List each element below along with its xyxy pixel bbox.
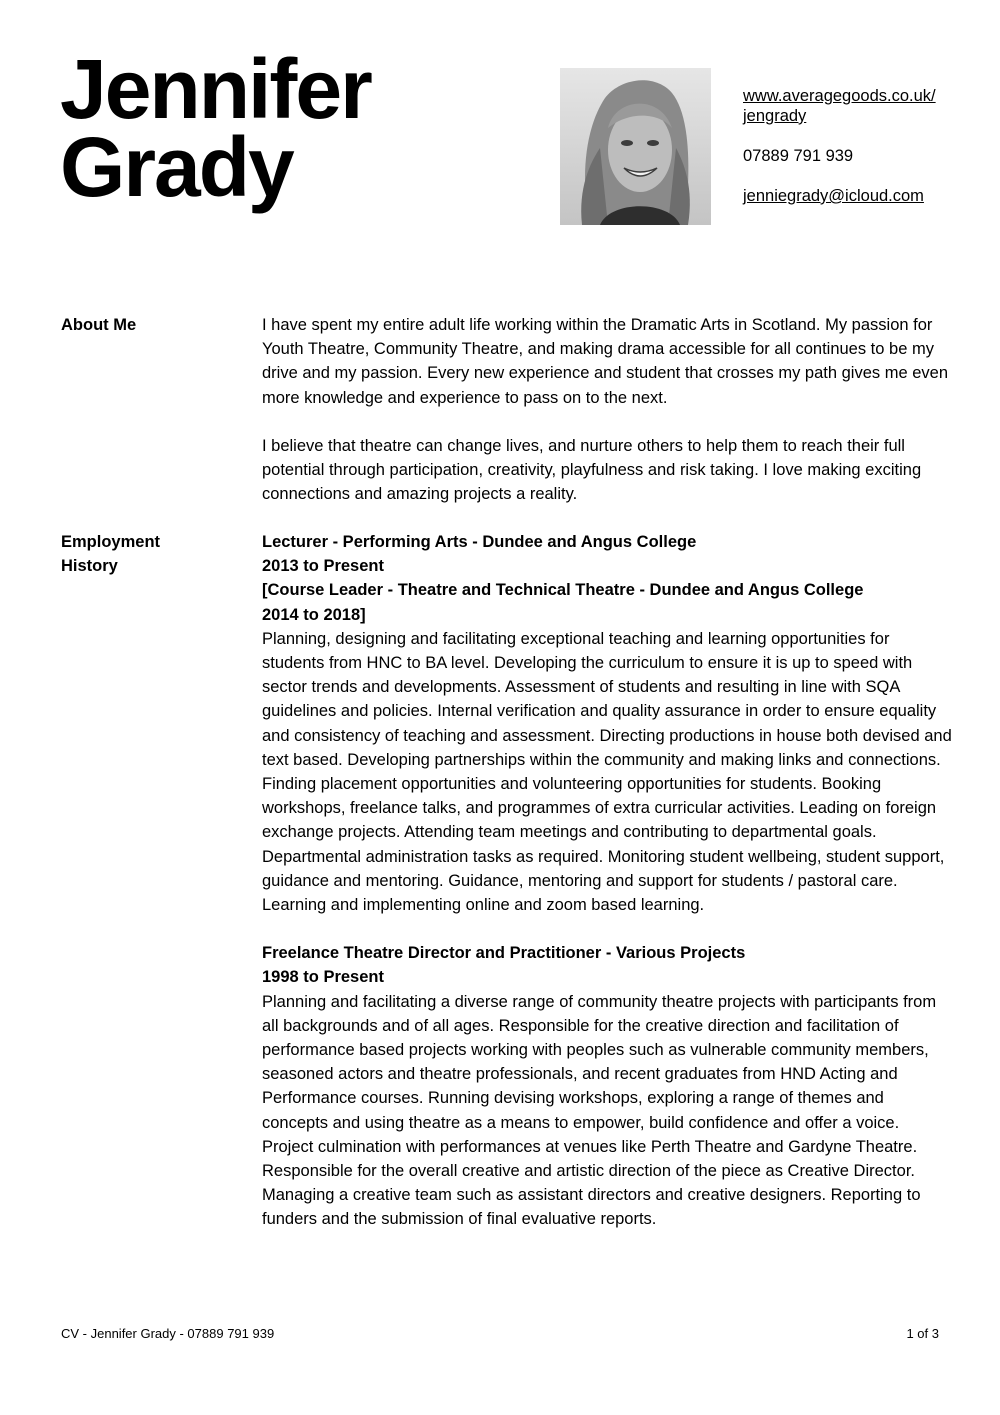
job-description: Planning, designing and facilitating exceptional teaching and learning opportunities for students from HNC to BA level. Developing the curriculum to ensure it is up to speed with sector trends and developments. Assessment of students and resulting in line with SQA guidelines and policies. Internal verification and quality assurance in order to ensure equality and consistency of teaching and assessment. Directing productions in house both devised and text based. Developing partnerships within the community and making links and connections. Finding placement opportunities and volunteering opportunities for students. Booking workshops, freelance talks, and programmes of extra curricular activities. Leading on foreign exchange projects. Attending team meetings and contributing to departmental goals. Departmental administration tasks as required. Monitoring student wellbeing, student support, guidance and mentoring. Guidance, mentoring and support for students / pastoral care. Learning and implementing online and zoom based learning. bbox=[262, 629, 952, 915]
job-entry bbox=[262, 530, 952, 917]
job-dates: 1998 to Present bbox=[262, 968, 384, 987]
job-title: Freelance Theatre Director and Practitioner - Various Projects bbox=[262, 944, 746, 963]
contact-block bbox=[743, 86, 973, 206]
website-line-2: jengrady bbox=[743, 107, 807, 125]
email-link[interactable]: jenniegrady@icloud.com bbox=[743, 187, 924, 205]
job-subtitle: [Course Leader - Theatre and Technical Theatre - Dundee and Angus College bbox=[262, 581, 864, 600]
phone-number: 07889 791 939 bbox=[743, 147, 854, 165]
employment-label-line-2: History bbox=[61, 557, 118, 575]
profile-photo bbox=[560, 68, 711, 225]
job-dates: 2013 to Present bbox=[262, 557, 384, 576]
website-link[interactable] bbox=[743, 86, 973, 126]
about-paragraph: I have spent my entire adult life working within the Dramatic Arts in Scotland. My passion for Youth Theatre, Community Theatre, and making drama accessible for all continues to be my drive and my passion. Every new experience and student that crosses my path gives me even more knowledge and experience to pass on to the next. bbox=[262, 316, 949, 407]
employment-label-line-1: Employment bbox=[61, 533, 161, 551]
about-me-content bbox=[262, 313, 952, 506]
job-subdates: 2014 to 2018] bbox=[262, 605, 366, 624]
footer-page-number: 1 of 3 bbox=[906, 1326, 939, 1341]
job-entry bbox=[262, 941, 952, 1231]
footer-cv-label: CV - Jennifer Grady - 07889 791 939 bbox=[61, 1326, 275, 1341]
employment-history-label bbox=[61, 530, 231, 578]
first-name: Jennifer bbox=[60, 42, 371, 136]
job-title: Lecturer - Performing Arts - Dundee and Angus College bbox=[262, 533, 697, 551]
employment-history-content bbox=[262, 530, 952, 1232]
about-paragraph: I believe that theatre can change lives, and nurture others to help them to reach their full potential through participation, creativity, playfulness and risk taking. I love making exciting connections and amazing projects a reality. bbox=[262, 436, 922, 504]
candidate-name bbox=[60, 42, 371, 214]
job-description: Planning and facilitating a diverse range of community theatre projects with participants from all backgrounds and of all ages. Responsible for the creative direction and facilitation of performance based projects working with peoples such as vulnerable community members, seasoned actors and theatre professionals, and recent graduates from HND Acting and Performance courses. Running devising workshops, exploring a range of themes and concepts and using theatre as a means to empower, build confidence and offer a voice. Project culmination with performances at venues like Perth Theatre and Gardyne Theatre. Responsible for the overall creative and artistic direction of the piece as Creative Director. Managing a creative team such as assistant directors and creative designers. Reporting to funders and the submission of final evaluative reports. bbox=[262, 992, 937, 1229]
about-me-label: About Me bbox=[61, 316, 137, 334]
last-name: Grady bbox=[60, 120, 293, 214]
portrait-image bbox=[560, 68, 711, 225]
website-line-1: www.averagegoods.co.uk/ bbox=[743, 87, 936, 105]
